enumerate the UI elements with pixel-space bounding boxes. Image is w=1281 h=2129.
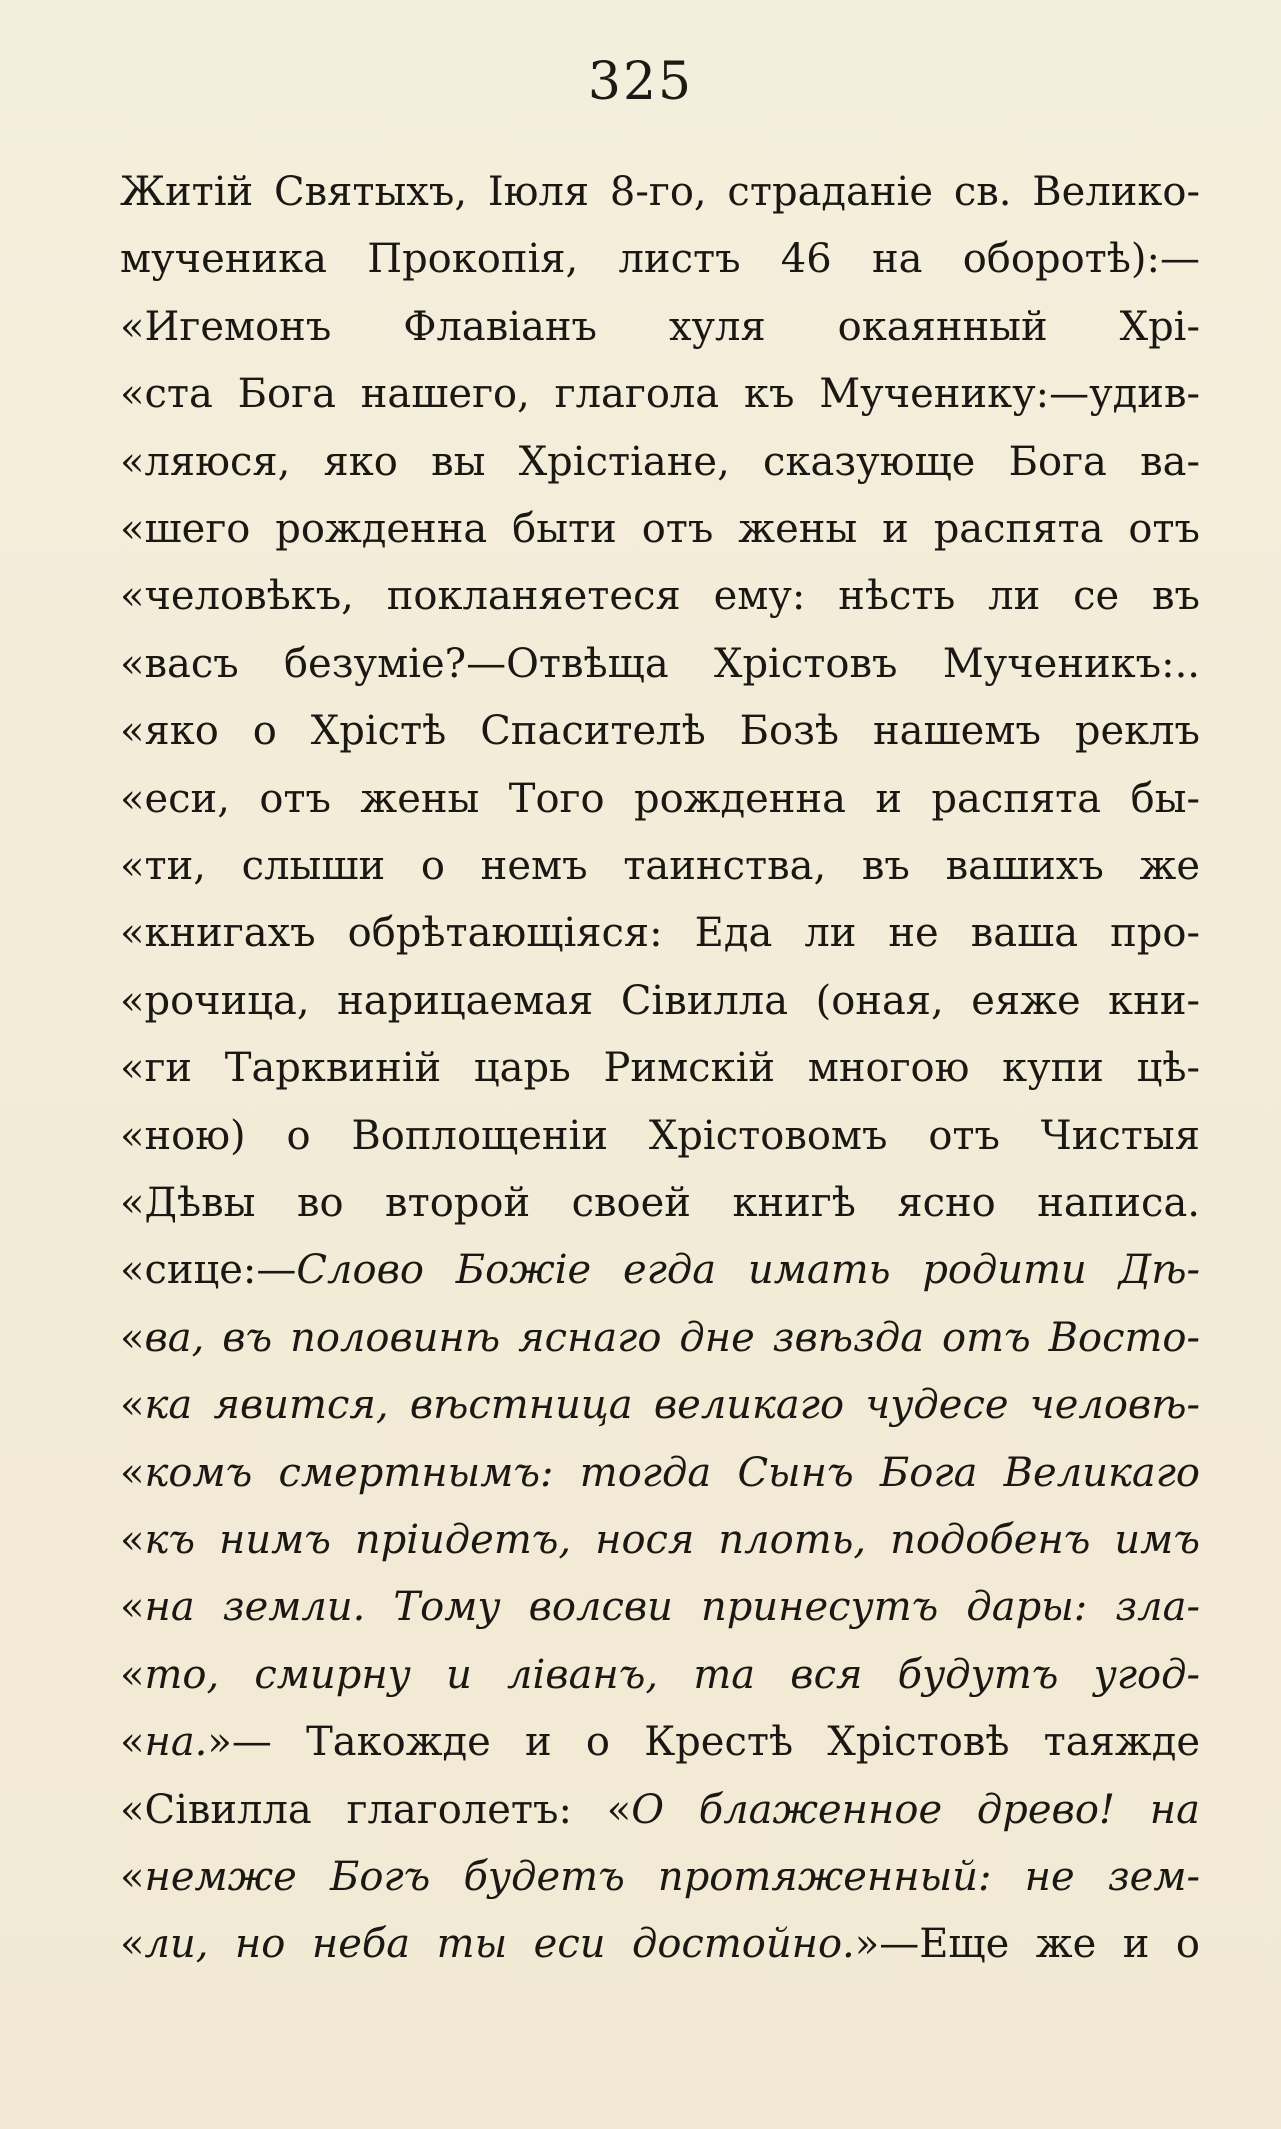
text-line	[120, 497, 1200, 561]
text-segment: «ста Бога нашего, глагола къ Мученику:—удив-	[120, 371, 1200, 418]
text-segment: «сице:—	[120, 1247, 297, 1294]
italic-quote-text: ка явится, вѣстница великаго чудесе человѣ-	[144, 1382, 1200, 1429]
text-line	[120, 1912, 1200, 1976]
text-segment: «	[120, 1719, 145, 1766]
italic-quote-text: на земли. Тому волсви принесутъ дары: зла-	[144, 1584, 1200, 1631]
text-segment: «Сівилла глаголетъ: «	[120, 1786, 632, 1833]
text-segment: «рочица, нарицаемая Сівилла (оная, еяже кни-	[120, 977, 1200, 1024]
italic-quote-text: О блаженное древо! на	[631, 1786, 1200, 1833]
text-segment: «книгахъ обрѣтающіяся: Еда ли не ваша про-	[120, 910, 1200, 957]
text-segment: «Дѣвы во второй своей книгѣ ясно написа.	[120, 1180, 1200, 1226]
text-segment: мученика Прокопія, листъ 46 на оборотѣ):—	[120, 236, 1200, 283]
text-line	[120, 1306, 1200, 1370]
text-line	[120, 1778, 1200, 1842]
text-line	[120, 632, 1200, 696]
text-segment: «ги Тарквиній царь Римскій многою купи цѣ-	[120, 1045, 1200, 1092]
text-line	[120, 1171, 1200, 1235]
text-line	[120, 1575, 1200, 1639]
text-line	[120, 1508, 1200, 1572]
text-line	[120, 1036, 1200, 1100]
italic-quote-text: ва, въ половинѣ яснаго дне звѣзда отъ Восто-	[144, 1314, 1200, 1361]
text-line	[120, 1373, 1200, 1437]
text-segment: «	[120, 1854, 145, 1900]
text-segment: «	[120, 1449, 145, 1496]
text-segment: «ти, слыши о немъ таинства, въ вашихъ же	[120, 843, 1200, 889]
text-segment: «ляюся, яко вы Хрістіане, сказующе Бога ва-	[120, 438, 1200, 485]
text-segment: Житій Святыхъ, Іюля 8-го, страданіе св. Велико-	[120, 169, 1200, 215]
text-line	[120, 564, 1200, 628]
text-segment: «	[120, 1651, 145, 1698]
text-line	[120, 901, 1200, 965]
text-line	[120, 1238, 1200, 1302]
text-line	[120, 160, 1200, 224]
text-segment: «человѣкъ, покланяетеся ему: нѣсть ли се въ	[120, 573, 1200, 620]
text-line	[120, 767, 1200, 831]
text-segment: «еси, отъ жены Того рожденна и распята бы-	[120, 775, 1200, 822]
text-line	[120, 430, 1200, 494]
text-line	[120, 295, 1200, 359]
italic-quote-text: то, смирну и ліванъ, та вся будутъ угод-	[144, 1651, 1200, 1698]
text-line	[120, 699, 1200, 763]
text-line	[120, 362, 1200, 426]
text-segment: «	[120, 1921, 145, 1968]
text-segment: «яко о Хрістѣ Спасителѣ Бозѣ нашемъ реклъ	[120, 708, 1200, 755]
text-segment: «	[120, 1584, 145, 1631]
text-line	[120, 1643, 1200, 1707]
italic-quote-text: къ нимъ пріидетъ, нося плоть, подобенъ имъ	[144, 1517, 1200, 1563]
italic-quote-text: на.	[144, 1719, 208, 1766]
text-segment: «ною) о Воплощеніи Хрістовомъ отъ Чистыя	[120, 1112, 1200, 1159]
text-segment: «	[120, 1517, 145, 1563]
text-segment: «васъ безуміе?—Отвѣща Хрістовъ Мученикъ:..	[120, 640, 1200, 687]
text-line	[120, 834, 1200, 898]
italic-quote-text: немже Богъ будетъ протяженный: не зем-	[144, 1854, 1200, 1900]
text-segment: «	[120, 1314, 145, 1361]
text-line	[120, 227, 1200, 291]
text-segment: »— Такожде и о Крестѣ Хрістовѣ таяжде	[207, 1719, 1200, 1766]
text-segment: «	[120, 1382, 145, 1429]
text-segment: «Игемонъ Флавіанъ хуля окаянный Хрі-	[120, 303, 1200, 350]
text-line	[120, 1104, 1200, 1168]
text-segment: «шего рожденна быти отъ жены и распята отъ	[120, 506, 1200, 552]
italic-quote-text: Слово Божіе егда имать родити Дѣ-	[296, 1247, 1200, 1294]
text-line	[120, 969, 1200, 1033]
italic-quote-text: комъ смертнымъ: тогда Сынъ Бога Великаго	[144, 1449, 1200, 1496]
text-line	[120, 1710, 1200, 1774]
text-line	[120, 1441, 1200, 1505]
page-number: 325	[587, 52, 694, 112]
italic-quote-text: ли, но неба ты еси достойно.	[144, 1921, 855, 1968]
text-line	[120, 1845, 1200, 1909]
text-segment: »—Еще же и о	[854, 1921, 1200, 1968]
